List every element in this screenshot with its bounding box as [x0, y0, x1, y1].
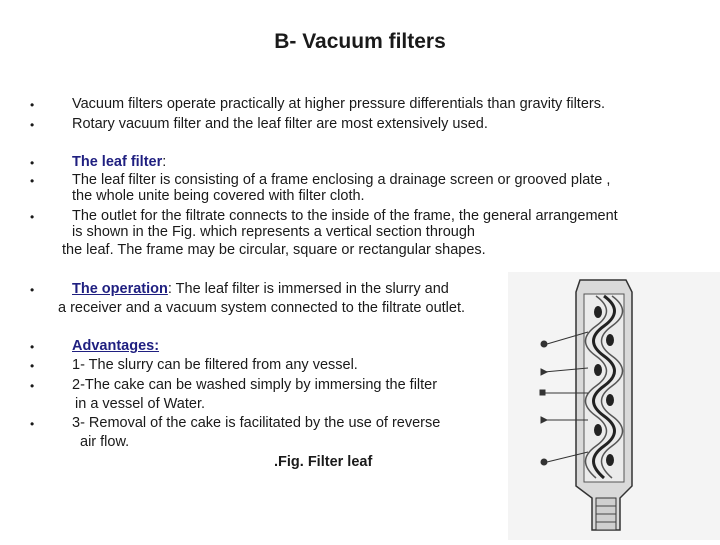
bullet: •	[30, 283, 35, 297]
figure-caption: .Fig. Filter leaf	[274, 454, 373, 470]
page-title: B- Vacuum filters	[274, 30, 446, 53]
bullet: •	[30, 359, 35, 373]
operation-colon: :	[167, 281, 172, 297]
operation-heading: The operation	[72, 281, 168, 297]
operation-line-1	[72, 281, 449, 297]
advantage-2: 2-The cake can be washed simply by immersing the filter	[72, 377, 438, 393]
bullet: •	[30, 417, 35, 431]
leaf-desc-4: is shown in the Fig. which represents a vertical section through	[72, 224, 475, 240]
leaf-filter-colon: :	[162, 154, 167, 170]
bullet: •	[30, 210, 35, 224]
bullet: •	[30, 340, 35, 354]
bullet: •	[30, 156, 35, 170]
advantage-1: 1- The slurry can be filtered from any vessel.	[72, 357, 358, 373]
bullet: •	[30, 98, 35, 112]
bullet: •	[30, 174, 35, 188]
leaf-desc-1: The leaf filter is consisting of a frame enclosing a drainage screen or grooved plate ,	[72, 172, 611, 188]
leaf-desc-5: the leaf. The frame may be circular, square or rectangular shapes.	[62, 242, 486, 258]
leaf-filter-heading-line	[72, 154, 166, 170]
advantage-3: 3- Removal of the cake is facilitated by the use of reverse	[72, 415, 441, 431]
leaf-desc-3: The outlet for the filtrate connects to the inside of the frame, the general arrangement	[72, 208, 618, 224]
filter-leaf-figure	[508, 272, 720, 540]
advantage-2-cont: in a vessel of Water.	[75, 396, 206, 412]
leaf-desc-2: the whole unite being covered with filter cloth.	[72, 188, 365, 204]
bullet: •	[30, 379, 35, 393]
bullet: •	[30, 118, 35, 132]
leaf-filter-heading: The leaf filter	[72, 154, 163, 170]
intro-line-2: Rotary vacuum filter and the leaf filter are most extensively used.	[72, 116, 488, 132]
intro-line-1: Vacuum filters operate practically at higher pressure differentials than gravity filters.	[72, 96, 605, 112]
operation-line-2: a receiver and a vacuum system connected to the filtrate outlet.	[58, 300, 466, 316]
filter-leaf-drawing	[508, 272, 720, 540]
advantages-heading: Advantages:	[72, 338, 160, 354]
operation-text: The leaf filter is immersed in the slurry and	[171, 281, 449, 297]
advantage-3-cont: air flow.	[80, 434, 130, 450]
